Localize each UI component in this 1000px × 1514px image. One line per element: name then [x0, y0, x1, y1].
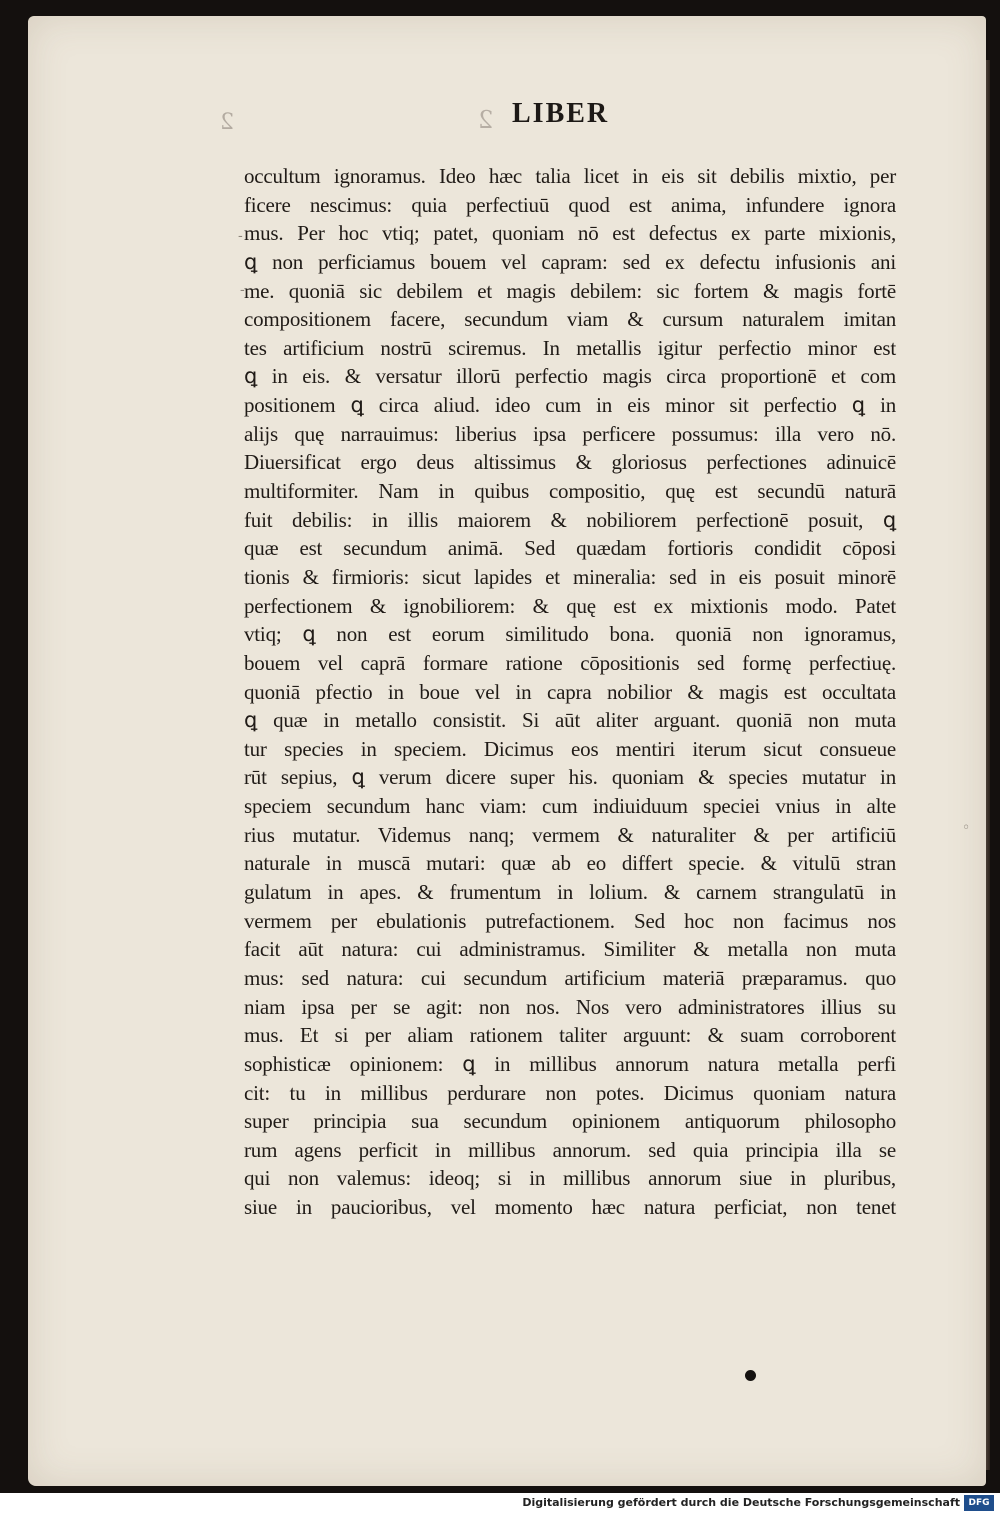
text-line: mus. Et si per aliam rationem taliter arguunt: & suam corroborent: [244, 1023, 896, 1048]
margin-mark: ◦: [962, 820, 971, 836]
dfg-logo: DFG: [964, 1495, 994, 1511]
running-head: LIBER: [512, 98, 610, 129]
text-line: ꝗ non perficiamus bouem vel capram: sed ex defectu infusionis ani: [244, 249, 896, 274]
margin-mark: -: [240, 282, 245, 298]
text-line: perfectionem & ignobiliorem: & quę est ex mixtionis modo. Patet: [244, 593, 896, 618]
text-line: niam ipsa per se agit: non nos. Nos vero administratores illius su: [244, 994, 896, 1019]
text-line: positionem ꝗ circa aliud. ideo cum in eis minor sit perfectio ꝗ in: [244, 393, 896, 418]
text-line: sophisticæ opinionem: ꝗ in millibus annorum natura metalla perfi: [244, 1051, 896, 1076]
text-line: mus. Per hoc vtiq; patet, quoniam nō est defectus ex parte mixionis,: [244, 221, 896, 246]
text-line: me. quoniā sic debilem et magis debilem: sic fortem & magis fortē: [244, 278, 896, 303]
text-line: rius mutatur. Videmus nanq; vermem & naturaliter & per artificiū: [244, 822, 896, 847]
folio-bleedthrough: 2: [220, 110, 234, 135]
text-line: mus: sed natura: cui secundum artificium materiā præparamus. quo: [244, 965, 896, 990]
signature-bleedthrough: 2: [478, 106, 494, 134]
footer-credit: Digitalisierung gefördert durch die Deutsche Forschungsgemeinschaft: [522, 1496, 960, 1509]
text-line: vermem per ebulationis putrefactionem. Sed hoc non facimus nos: [244, 908, 896, 933]
ink-dot: [745, 1370, 756, 1381]
text-line: ꝗ quæ in metallo consistit. Si aūt aliter arguant. quoniā non muta: [244, 708, 896, 733]
text-line: bouem vel caprā formare ratione cōpositionis sed formę perfectiuę.: [244, 650, 896, 675]
text-line: compositionem facere, secundum viam & cursum naturalem imitan: [244, 307, 896, 332]
digitization-footer: [0, 1493, 1000, 1514]
text-line: gulatum in apes. & frumentum in lolium. & carnem strangulatū in: [244, 880, 896, 905]
text-line: cit: tu in millibus perdurare non potes. Dicimus quoniam natura: [244, 1080, 896, 1105]
text-line: siue in paucioribus, vel momento hæc natura perficiat, non tenet: [244, 1195, 896, 1220]
text-line: Diuersificat ergo deus altissimus & gloriosus perfectiones adinuicē: [244, 450, 896, 475]
text-line: occultum ignoramus. Ideo hæc talia licet in eis sit debilis mixtio, per: [244, 164, 896, 188]
text-line: facit aūt natura: cui administramus. Similiter & metalla non muta: [244, 937, 896, 962]
text-line: ficere nescimus: quia perfectiuū quod est anima, infundere ignora: [244, 192, 896, 217]
text-line: super principia sua secundum opinionem antiquorum philosopho: [244, 1109, 896, 1134]
text-line: fuit debilis: in illis maiorem & nobiliorem perfectionē posuit, ꝗ: [244, 507, 896, 532]
text-line: rum agens perficit in millibus annorum. sed quia principia illa se: [244, 1137, 896, 1162]
text-line: tur species in speciem. Dicimus eos mentiri iterum sicut consueue: [244, 736, 896, 761]
text-line: tionis & firmioris: sicut lapides et mineralia: sed in eis posuit minorē: [244, 564, 896, 589]
text-line: multiformiter. Nam in quibus compositio, quę est secundū naturā: [244, 479, 896, 504]
text-line: naturale in muscā mutari: quæ ab eo differt specie. & vitulū stran: [244, 851, 896, 876]
page-header: [190, 88, 710, 148]
text-line: quoniā pfectio in boue vel in capra nobilior & magis est occultata: [244, 679, 896, 704]
text-line: qui non valemus: ideoq; si in millibus annorum siue in pluribus,: [244, 1166, 896, 1191]
text-line: vtiq; ꝗ non est eorum similitudo bona. quoniā non ignoramus,: [244, 622, 896, 647]
text-line: speciem secundum hanc viam: cum indiuiduum speciei vnius in alte: [244, 794, 896, 819]
text-line: ꝗ in eis. & versatur illorū perfectio magis circa proportionē et com: [244, 364, 896, 389]
margin-mark: -: [238, 228, 243, 244]
text-line: alijs quę narrauimus: liberius ipsa perficere possumus: illa vero nō.: [244, 421, 896, 446]
body-text: [244, 162, 896, 1222]
text-line: rūt sepius, ꝗ verum dicere super his. quoniam & species mutatur in: [244, 765, 896, 790]
text-line: tes artificium nostrū sciremus. In metallis igitur perfectio minor est: [244, 335, 896, 360]
text-line: quæ est secundum animā. Sed quædam fortioris condidit cōposi: [244, 536, 896, 561]
